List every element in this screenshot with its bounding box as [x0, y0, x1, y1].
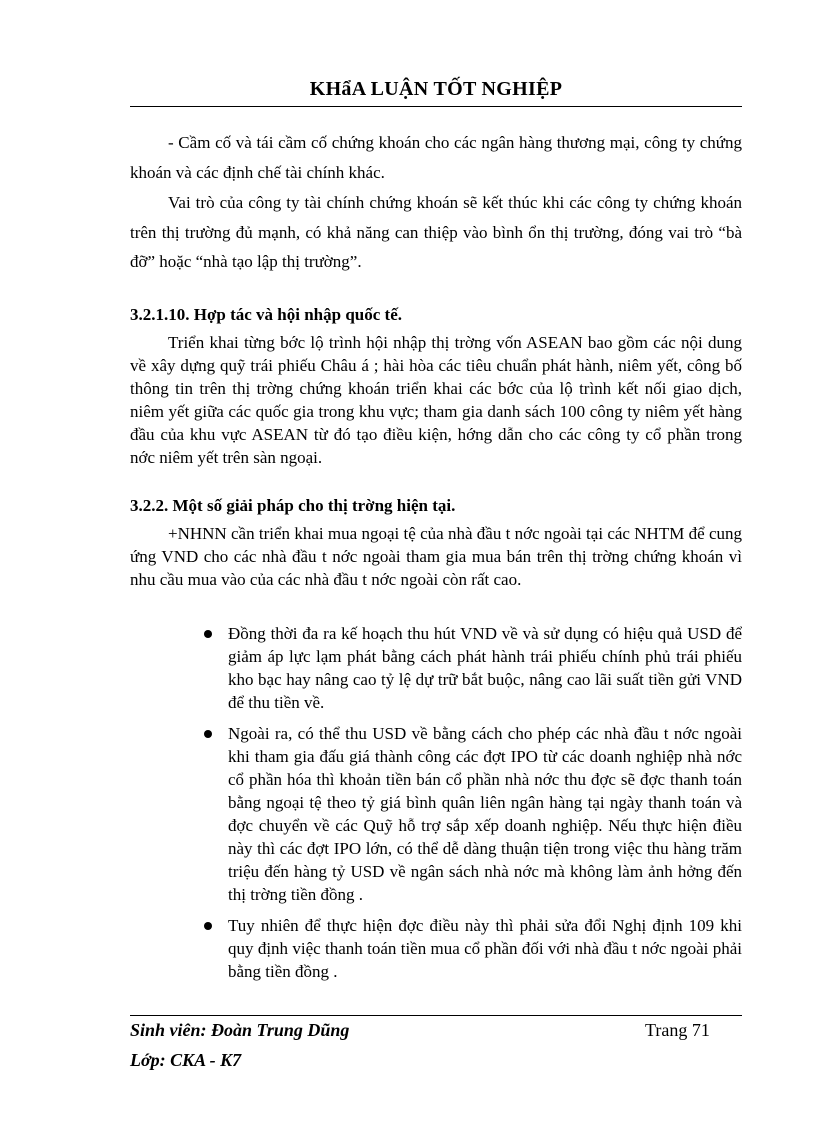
footer-divider	[130, 1015, 742, 1016]
footer-class-name: Lớp: CKA - K7	[130, 1050, 242, 1070]
bullet-dot-icon	[204, 922, 212, 930]
list-item	[200, 722, 742, 906]
list-item-text: Đồng thời đa ra kế hoạch thu hút VND về và sử dụng có hiệu quả USD để giảm áp lực lạm phát bằng cách phát hành trái phiếu chính phủ trái phiếu kho bạc hay nâng cao tỷ lệ dự trữ bắt buộc, nâng cao lãi suất tiền gửi VND để thu tiền về.	[228, 624, 742, 712]
page-header-title: KHẩA LUẬN TỐT NGHIỆP	[309, 78, 563, 100]
intro-paragraph-1: - Cầm cố và tái cầm cố chứng khoán cho các ngân hàng thương mại, công ty chứng khoán và các định chế tài chính khác.	[130, 133, 742, 182]
list-item-text: Tuy nhiên để thực hiện đợc điều này thì phải sửa đổi Nghị định 109 khi quy định việc thanh toán tiền mua cổ phần đối với nhà đầu t nớc ngoài phải bằng tiền đồng .	[228, 916, 742, 981]
bullet-dot-icon	[204, 630, 212, 638]
section-body-current-solutions: +NHNN cần triển khai mua ngoại tệ của nhà đầu t nớc ngoài tại các NHTM để cung ứng VND cho các nhà đầu t nớc ngoài tham gia mua bán trên thị trờng chứng khoán vì nhu cầu mua vào của các nhà đầu t nớc ngoài còn rất cao.	[130, 524, 742, 589]
footer-page-number: Trang 71	[645, 1020, 710, 1040]
list-item	[200, 914, 742, 983]
intro-paragraph-2: Vai trò của công ty tài chính chứng khoán sẽ kết thúc khi các công ty chứng khoán trên thị trường đủ mạnh, có khả năng can thiệp vào bình ổn thị trường, đóng vai trò “bà đỡ” hoặc “nhà tạo lập thị trường”.	[130, 193, 742, 271]
section-heading-current-solutions: 3.2.2. Một số giải pháp cho thị trờng hiện tại.	[130, 496, 456, 515]
section-heading-international-cooperation: 3.2.1.10. Hợp tác và hội nhập quốc tế.	[130, 305, 402, 324]
bullet-dot-icon	[204, 730, 212, 738]
header-divider	[130, 106, 742, 107]
footer-student-name: Sinh viên: Đoàn Trung Dũng	[130, 1020, 350, 1040]
list-item-text: Ngoài ra, có thể thu USD về bằng cách cho phép các nhà đầu t nớc ngoài khi tham gia đấu giá thành công các đợt IPO từ các doanh nghiệp nhà nớc cổ phần hóa thì khoản tiền bán cổ phần nhà nớc thu đợc sẽ đợc thanh toán bằng ngoại tệ theo tỷ giá bình quân liên ngân hàng tại ngày thanh toán và đợc chuyển về các Quỹ hỗ trợ sắp xếp doanh nghiệp. Nếu thực hiện điều này thì các đợt IPO lớn, có thể dễ dàng thuận tiện trong việc thu hàng trăm triệu đến hàng tỷ USD về ngân sách nhà nớc mà không làm ảnh hởng đến thị trờng tiền đồng .	[228, 724, 742, 904]
list-item	[200, 622, 742, 714]
solutions-bullet-list	[200, 622, 742, 991]
section-body-international-cooperation: Triển khai từng bớc lộ trình hội nhập thị trờng vốn ASEAN bao gồm các nội dung về xây dựng quỹ trái phiếu Châu á ; hài hòa các tiêu chuẩn phát hành, niêm yết, công bố thông tin trên thị trờng chứng khoán triển khai các bớc của lộ trình kết nối giao dịch, niêm yết giữa các quốc gia trong khu vực; tham gia danh sách 100 công ty niêm yết hàng đầu của khu vực ASEAN từ đó tạo điều kiện, hớng dẫn cho các công ty cổ phần trong nớc niêm yết trên sàn ngoại.	[130, 333, 742, 467]
